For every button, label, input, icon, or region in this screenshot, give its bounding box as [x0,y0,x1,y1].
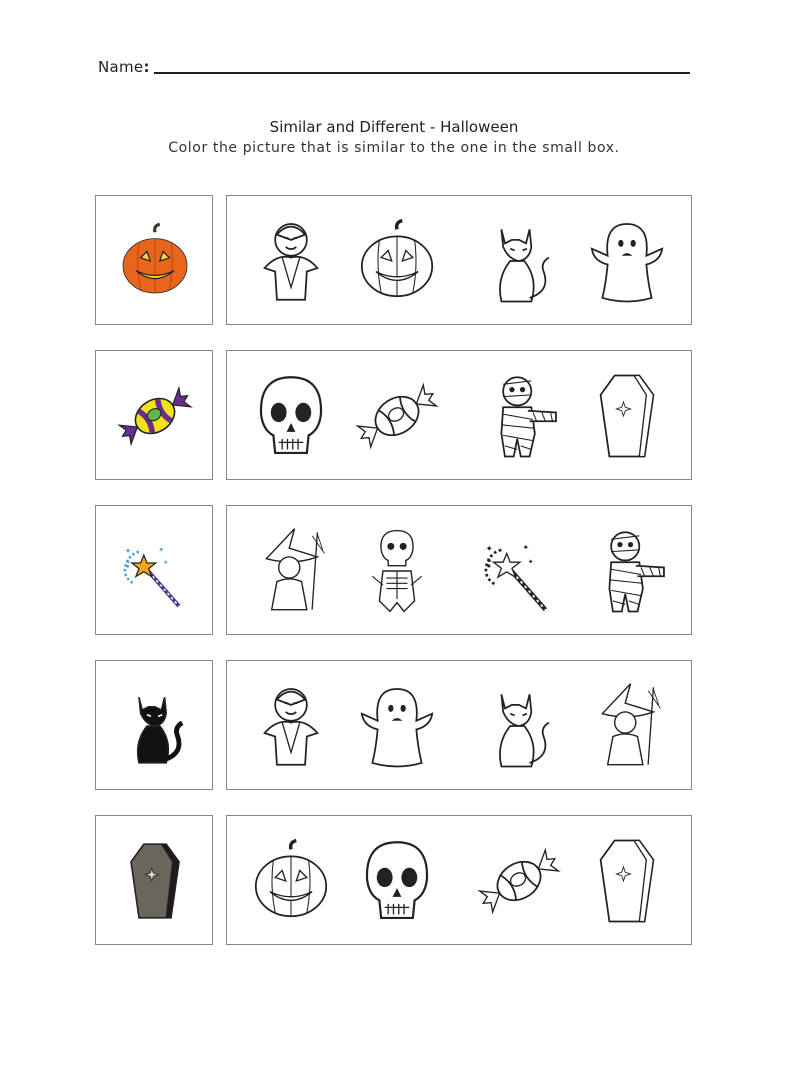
candy-picture-svg [475,834,563,928]
mummy-choice-picture[interactable] [475,369,563,463]
choices-box [226,350,692,480]
exercise-row [0,660,788,792]
candy-target-picture [115,371,195,461]
worksheet-title: Similar and Different - Halloween [269,118,519,136]
skeleton-picture-svg [353,524,441,618]
exercise-row [0,195,788,327]
candy-choice-picture[interactable] [475,834,563,928]
jack-o-lantern-choice-picture[interactable] [353,214,441,308]
coffin-choice-picture[interactable] [583,834,671,928]
ghost-choice-picture[interactable] [583,214,671,308]
cat-target-picture [115,681,195,771]
candy-picture-svg [115,371,195,461]
mummy-picture-svg [583,524,671,618]
jack-o-lantern-target-picture [115,216,195,306]
choices-box [226,815,692,945]
coffin-target-picture [115,836,195,926]
target-picture-box [95,195,213,325]
target-picture-box [95,815,213,945]
cat-picture-svg [475,679,563,773]
choices-box [226,660,692,790]
witch-choice-picture[interactable] [247,524,335,618]
exercise-row [0,350,788,482]
skull-choice-picture[interactable] [247,369,335,463]
cat-picture-svg [115,681,195,771]
target-picture-box [95,350,213,480]
svg-text:✦: ✦ [124,546,132,556]
name-label: Name [98,58,144,76]
witch-picture-svg [247,524,335,618]
exercise-row [0,815,788,947]
vampire-picture-svg [247,679,335,773]
coffin-picture-svg [583,834,671,928]
coffin-choice-picture[interactable] [583,369,671,463]
vampire-choice-picture[interactable] [247,214,335,308]
witch-choice-picture[interactable] [583,679,671,773]
name-write-line[interactable] [154,72,690,74]
magic-wand-picture-svg [115,526,195,616]
vampire-picture-svg [247,214,335,308]
magic-wand-target-picture [115,526,195,616]
jack-o-lantern-picture-svg [115,216,195,306]
choices-box [226,505,692,635]
target-picture-box [95,660,213,790]
coffin-picture-svg [115,836,195,926]
vampire-choice-picture[interactable] [247,679,335,773]
jack-o-lantern-choice-picture[interactable] [247,834,335,928]
magic-wand-choice-picture[interactable] [475,524,563,618]
candy-choice-picture[interactable] [353,369,441,463]
cat-choice-picture[interactable] [475,214,563,308]
ghost-picture-svg [353,679,441,773]
skull-picture-svg [247,369,335,463]
svg-text:✦: ✦ [485,544,493,555]
svg-text:✦: ✦ [522,542,530,552]
coffin-picture-svg [583,369,671,463]
skeleton-choice-picture[interactable] [353,524,441,618]
svg-text:✦: ✦ [163,558,169,567]
target-picture-box [95,505,213,635]
witch-picture-svg [583,679,671,773]
jack-o-lantern-picture-svg [353,214,441,308]
ghost-choice-picture[interactable] [353,679,441,773]
exercise-row [0,505,788,637]
candy-picture-svg [353,369,441,463]
cat-choice-picture[interactable] [475,679,563,773]
magic-wand-picture-svg [475,524,563,618]
choices-box [226,195,692,325]
svg-text:✦: ✦ [527,556,534,566]
mummy-choice-picture[interactable] [583,524,671,618]
cat-picture-svg [475,214,563,308]
name-colon: : [143,58,150,76]
worksheet-instructions: Color the picture that is similar to the one in the small box. [168,140,620,156]
mummy-picture-svg [475,369,563,463]
jack-o-lantern-picture-svg [247,834,335,928]
skull-choice-picture[interactable] [353,834,441,928]
skull-picture-svg [353,834,441,928]
svg-text:✦: ✦ [158,544,165,554]
name-line[interactable] [98,54,690,76]
ghost-picture-svg [583,214,671,308]
